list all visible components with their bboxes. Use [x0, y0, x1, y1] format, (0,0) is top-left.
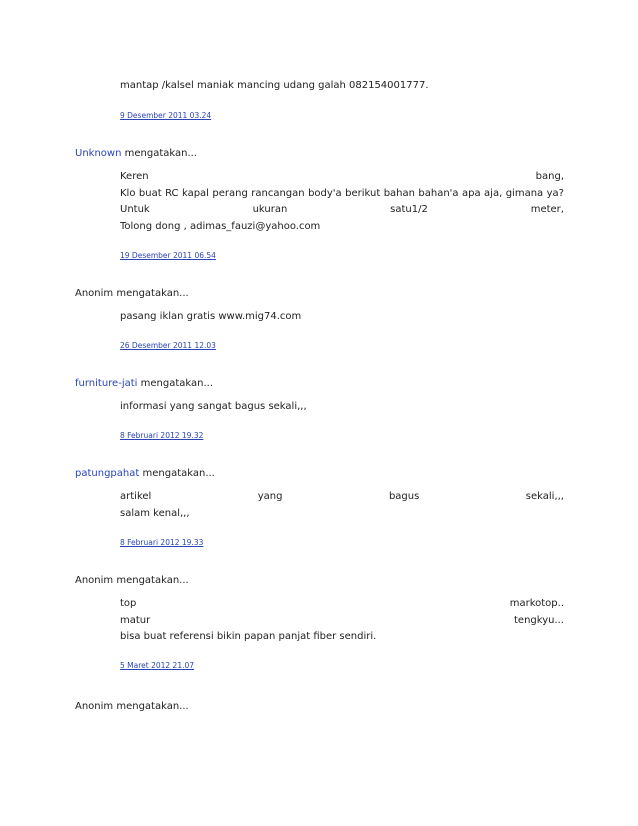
- comment-text-line: Keren bang,: [120, 171, 564, 182]
- comment-text-line: bisa buat referensi bikin papan panjat fiber sendiri.: [120, 631, 377, 642]
- comment-text-line: top markotop..: [120, 598, 564, 609]
- comment-text: informasi yang sangat bagus sekali,,,: [120, 401, 307, 412]
- comment-says: mengatakan...: [116, 575, 189, 586]
- comment-header: [75, 287, 189, 301]
- comment-timestamp-link[interactable]: 19 Desember 2011 06.54: [120, 251, 216, 260]
- comment-author: Anonim: [75, 288, 114, 299]
- comment-text: pasang iklan gratis www.mig74.com: [120, 311, 302, 322]
- comment-timestamp-link[interactable]: 26 Desember 2011 12.03: [120, 341, 216, 350]
- comment-says: mengatakan...: [116, 701, 189, 712]
- comment-says: mengatakan...: [142, 468, 215, 479]
- comment-says: mengatakan...: [116, 288, 189, 299]
- comment-header: [75, 147, 197, 161]
- comment-author-link[interactable]: furniture-jati: [75, 378, 138, 389]
- comment-header: [75, 700, 189, 714]
- comment-text-line: matur tengkyu...: [120, 615, 564, 626]
- comment-text-line: salam kenal,,,: [120, 508, 190, 519]
- comment-author: Anonim: [75, 701, 114, 712]
- comment-text-line: Untuk ukuran satu1/2 meter,: [120, 204, 564, 215]
- comment-header: [75, 574, 189, 588]
- comment-author-link[interactable]: Unknown: [75, 148, 122, 159]
- comment-author-link[interactable]: patungpahat: [75, 468, 140, 479]
- comment-text-line: artikel yang bagus sekali,,,: [120, 491, 564, 502]
- comment-text-line: Tolong dong , adimas_fauzi@yahoo.com: [120, 221, 321, 232]
- comment-text-line: Klo buat RC kapal perang rancangan body'a berikut bahan bahan'a apa aja, gimana ya?: [120, 188, 564, 199]
- comment-timestamp-link[interactable]: 8 Februari 2012 19.32: [120, 431, 204, 440]
- comment-says: mengatakan...: [140, 378, 213, 389]
- comment-header: [75, 467, 215, 481]
- comment-text: mantap /kalsel maniak mancing udang galah 082154001777.: [120, 80, 429, 91]
- comment-timestamp-link[interactable]: 9 Desember 2011 03.24: [120, 111, 212, 120]
- comment-header: [75, 377, 213, 391]
- comment-author: Anonim: [75, 575, 114, 586]
- comment-timestamp-link[interactable]: 5 Maret 2012 21.07: [120, 661, 195, 670]
- comment-timestamp-link[interactable]: 8 Februari 2012 19.33: [120, 538, 204, 547]
- comment-says: mengatakan...: [124, 148, 197, 159]
